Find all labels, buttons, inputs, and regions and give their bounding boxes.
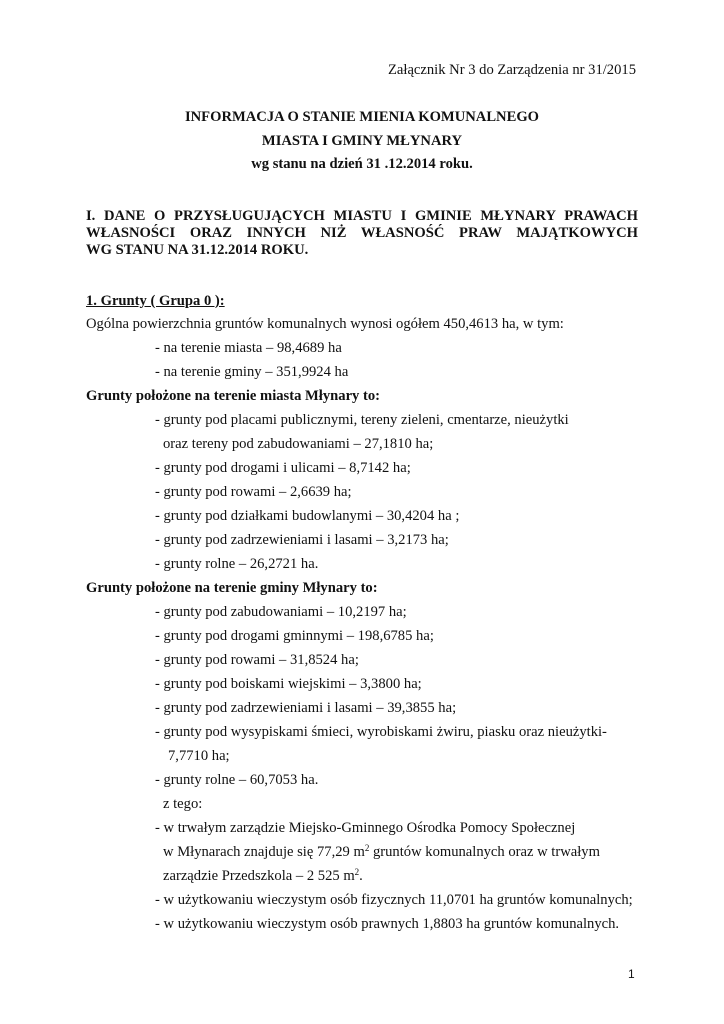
list-item: - grunty pod rowami – 31,8524 ha; <box>155 652 359 668</box>
section-heading-line-2: WŁASNOŚCI ORAZ INNYCH NIŻ WŁASNOŚĆ PRAW MAJĄTKOWYCH <box>86 225 638 241</box>
gmina-heading: Grunty położone na terenie gminy Młynary to: <box>86 580 378 596</box>
z-tego-label: z tego: <box>163 796 203 812</box>
trwaly-zarzad-line-1: - w trwałym zarządzie Miejsko-Gminnego Ośrodka Pomocy Społecznej <box>155 820 576 836</box>
list-item: - na terenie gminy – 351,9924 ha <box>155 364 349 380</box>
uzytkowanie-prawne: - w użytkowaniu wieczystym osób prawnych 1,8803 ha gruntów komunalnych. <box>155 916 620 932</box>
list-item: - grunty pod boiskami wiejskimi – 3,3800 ha; <box>155 676 422 692</box>
list-item: - grunty pod drogami i ulicami – 8,7142 ha; <box>155 460 411 476</box>
list-item: - grunty pod rowami – 2,6639 ha; <box>155 484 352 500</box>
document-title-line-2: MIASTA I GMINY MŁYNARY <box>261 133 463 149</box>
list-item: - grunty pod zadrzewieniami i lasami – 3,2173 ha; <box>155 532 449 548</box>
grunty-heading: 1. Grunty ( Grupa 0 ): <box>86 293 225 309</box>
list-item: - grunty rolne – 60,7053 ha. <box>155 772 319 788</box>
section-heading-line-1: I. DANE O PRZYSŁUGUJĄCYCH MIASTU I GMINIE MŁYNARY PRAWACH <box>86 208 638 224</box>
section-heading-line-3: WG STANU NA 31.12.2014 ROKU. <box>86 242 309 258</box>
list-item: - grunty pod wysypiskami śmieci, wyrobiskami żwiru, piasku oraz nieużytki- <box>155 724 607 740</box>
miasto-heading: Grunty położone na terenie miasta Młynary to: <box>86 388 381 404</box>
document-title-line-3: wg stanu na dzień 31 .12.2014 roku. <box>251 156 473 172</box>
list-item: - grunty pod działkami budowlanymi – 30,4204 ha ; <box>155 508 460 524</box>
list-item: - grunty pod zabudowaniami – 10,2197 ha; <box>155 604 407 620</box>
list-item: - grunty pod zadrzewieniami i lasami – 39,3855 ha; <box>155 700 457 716</box>
document-title-line-1: INFORMACJA O STANIE MIENIA KOMUNALNEGO <box>184 109 540 125</box>
trwaly-zarzad-line-2: w Młynarach znajduje się 77,29 $m^2$ gruntów komunalnych oraz w trwałym <box>163 843 600 860</box>
list-item: - grunty pod drogami gminnymi – 198,6785 ha; <box>155 628 434 644</box>
page-number: 1 <box>628 967 635 981</box>
list-item: oraz tereny pod zabudowaniami – 27,1810 ha; <box>163 436 434 452</box>
list-item: 7,7710 ha; <box>168 748 230 764</box>
list-item: - na terenie miasta – 98,4689 ha <box>155 340 342 356</box>
list-item: - grunty pod placami publicznymi, tereny zieleni, cmentarze, nieużytki <box>155 412 569 428</box>
uzytkowanie-fizyczne: - w użytkowaniu wieczystym osób fizycznych 11,0701 ha gruntów komunalnych; <box>155 892 633 908</box>
grunty-intro: Ogólna powierzchnia gruntów komunalnych wynosi ogółem 450,4613 ha, w tym: <box>86 316 564 332</box>
trwaly-zarzad-line-3: zarządzie Przedszkola – 2 525 $m^2$. <box>163 867 363 884</box>
list-item: - grunty rolne – 26,2721 ha. <box>155 556 319 572</box>
annex-reference: Załącznik Nr 3 do Zarządzenia nr 31/2015 <box>388 62 636 78</box>
